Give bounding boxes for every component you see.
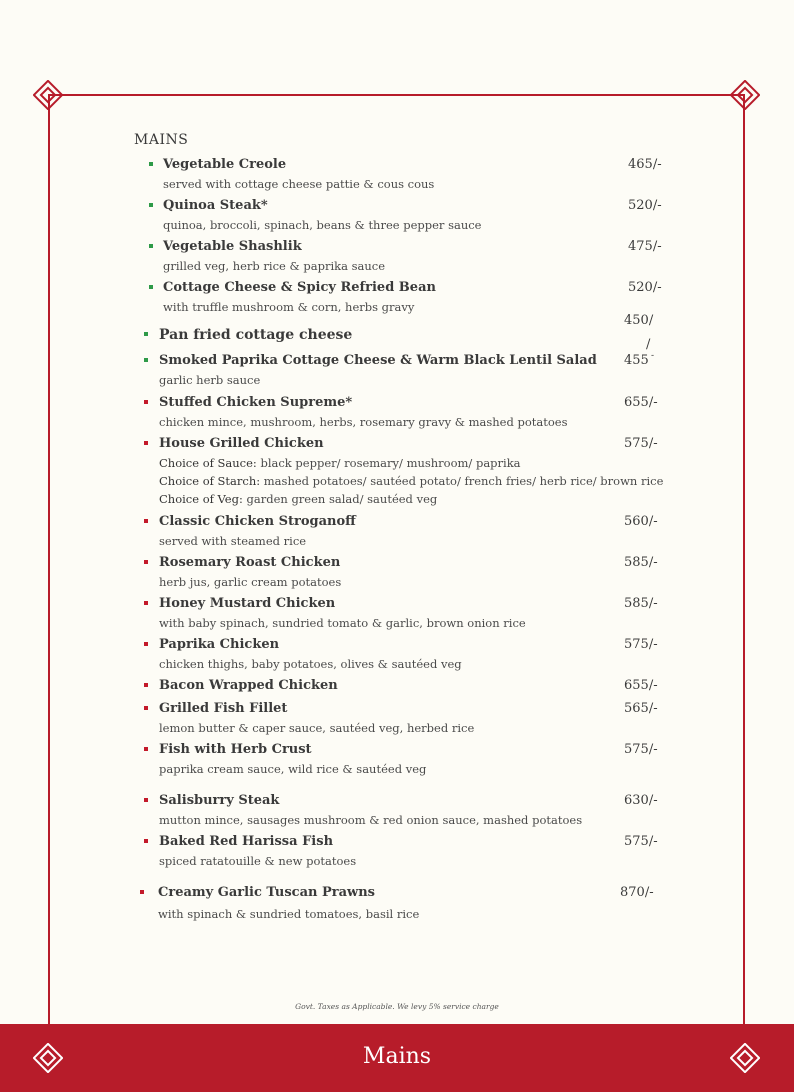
item-description: served with cottage cheese pattie & cous cous bbox=[163, 177, 435, 191]
item-name: Smoked Paprika Cottage Cheese & Warm Black Lentil Salad bbox=[159, 353, 597, 368]
tax-footnote: Govt. Taxes as Applicable. We levy 5% service charge bbox=[295, 1002, 499, 1011]
item-description: paprika cream sauce, wild rice & sautéed veg bbox=[159, 762, 427, 776]
item-name: Rosemary Roast Chicken bbox=[159, 555, 341, 570]
item-name: Pan fried cottage cheese bbox=[159, 327, 353, 343]
item-name: Vegetable Shashlik bbox=[163, 239, 302, 254]
item-name: Paprika Chicken bbox=[159, 637, 280, 652]
item-name: Bacon Wrapped Chicken bbox=[159, 678, 338, 693]
item-price-extra: / bbox=[646, 337, 651, 352]
item-price: 450/ bbox=[624, 313, 654, 328]
item-name: Quinoa Steak* bbox=[163, 198, 268, 213]
nonveg-bullet-icon bbox=[140, 890, 144, 894]
veg-bullet-icon bbox=[149, 162, 153, 166]
nonveg-bullet-icon bbox=[144, 601, 148, 605]
item-description: Choice of Starch: mashed potatoes/ sautéed potato/ french fries/ herb rice/ brown rice bbox=[159, 474, 664, 488]
item-description: garlic herb sauce bbox=[159, 373, 261, 387]
nonveg-bullet-icon bbox=[144, 400, 148, 404]
item-name: Creamy Garlic Tuscan Prawns bbox=[158, 885, 375, 900]
item-price: 630/- bbox=[624, 793, 658, 808]
item-description: lemon butter & caper sauce, sautéed veg, herbed rice bbox=[159, 721, 475, 735]
diamond-ornament-icon bbox=[730, 80, 760, 110]
item-description: with truffle mushroom & corn, herbs gravy bbox=[163, 300, 415, 314]
item-description: spiced ratatouille & new potatoes bbox=[159, 854, 357, 868]
nonveg-bullet-icon bbox=[144, 798, 148, 802]
item-name: Fish with Herb Crust bbox=[159, 742, 312, 757]
item-description: mutton mince, sausages mushroom & red onion sauce, mashed potatoes bbox=[159, 813, 583, 827]
item-name: Classic Chicken Stroganoff bbox=[159, 514, 356, 529]
item-price: 575/- bbox=[624, 834, 658, 849]
item-name: Cottage Cheese & Spicy Refried Bean bbox=[163, 280, 436, 295]
item-price: 870/- bbox=[620, 885, 654, 900]
item-price: 655/- bbox=[624, 678, 658, 693]
choice-label: Choice of Starch: bbox=[159, 474, 261, 488]
veg-bullet-icon bbox=[149, 203, 153, 207]
item-description: quinoa, broccoli, spinach, beans & three pepper sauce bbox=[163, 218, 482, 232]
veg-bullet-icon bbox=[144, 332, 148, 336]
item-price: 585/- bbox=[624, 555, 658, 570]
item-price: 455 bbox=[624, 353, 649, 368]
item-name: Stuffed Chicken Supreme* bbox=[159, 395, 353, 410]
item-price: 475/- bbox=[628, 239, 662, 254]
nonveg-bullet-icon bbox=[144, 560, 148, 564]
item-price: 655/- bbox=[624, 395, 658, 410]
item-price: 575/- bbox=[624, 742, 658, 757]
item-description: served with steamed rice bbox=[159, 534, 307, 548]
nonveg-bullet-icon bbox=[144, 441, 148, 445]
veg-bullet-icon bbox=[149, 285, 153, 289]
item-description: Choice of Sauce: black pepper/ rosemary/ mushroom/ paprika bbox=[159, 456, 521, 470]
item-name: Salisburry Steak bbox=[159, 793, 280, 808]
item-name: Honey Mustard Chicken bbox=[159, 596, 336, 611]
item-description: Choice of Veg: garden green salad/ sautéed veg bbox=[159, 492, 438, 506]
item-price: 575/- bbox=[624, 637, 658, 652]
choice-label: Choice of Veg: bbox=[159, 492, 243, 506]
veg-bullet-icon bbox=[149, 244, 153, 248]
item-name: House Grilled Chicken bbox=[159, 436, 324, 451]
nonveg-bullet-icon bbox=[144, 642, 148, 646]
item-description: herb jus, garlic cream potatoes bbox=[159, 575, 342, 589]
footer-title: Mains bbox=[362, 1044, 432, 1069]
item-price: 565/- bbox=[624, 701, 658, 716]
choice-label: Choice of Sauce: bbox=[159, 456, 257, 470]
item-description: with spinach & sundried tomatoes, basil rice bbox=[158, 907, 420, 921]
item-price: 585/- bbox=[624, 596, 658, 611]
section-title: MAINS bbox=[134, 132, 189, 148]
item-name: Baked Red Harissa Fish bbox=[159, 834, 334, 849]
item-price-extra: - bbox=[651, 351, 655, 361]
item-description: chicken thighs, baby potatoes, olives & sautéed veg bbox=[159, 657, 462, 671]
item-description: with baby spinach, sundried tomato & garlic, brown onion rice bbox=[159, 616, 526, 630]
item-description: chicken mince, mushroom, herbs, rosemary gravy & mashed potatoes bbox=[159, 415, 568, 429]
item-name: Grilled Fish Fillet bbox=[159, 701, 288, 716]
nonveg-bullet-icon bbox=[144, 839, 148, 843]
item-price: 520/- bbox=[628, 280, 662, 295]
nonveg-bullet-icon bbox=[144, 683, 148, 687]
item-price: 560/- bbox=[624, 514, 658, 529]
item-name: Vegetable Creole bbox=[163, 157, 287, 172]
item-price: 465/- bbox=[628, 157, 662, 172]
item-price: 575/- bbox=[624, 436, 658, 451]
veg-bullet-icon bbox=[144, 358, 148, 362]
nonveg-bullet-icon bbox=[144, 519, 148, 523]
item-description: grilled veg, herb rice & paprika sauce bbox=[163, 259, 386, 273]
nonveg-bullet-icon bbox=[144, 706, 148, 710]
nonveg-bullet-icon bbox=[144, 747, 148, 751]
diamond-ornament-icon bbox=[33, 80, 63, 110]
item-price: 520/- bbox=[628, 198, 662, 213]
